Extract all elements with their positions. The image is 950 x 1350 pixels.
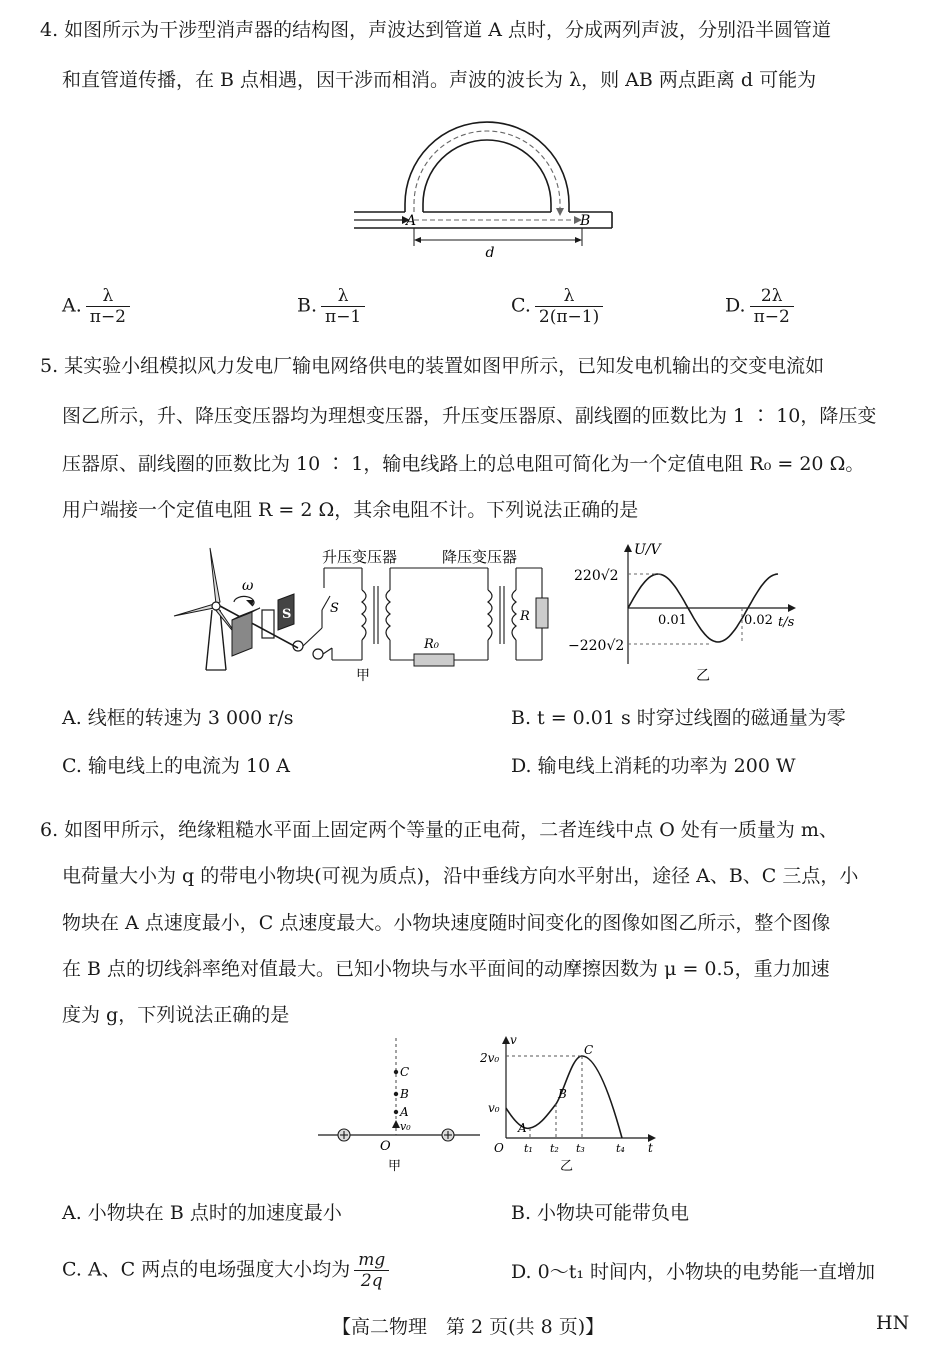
q6-stem-line-1: 6. 如图甲所示，绝缘粗糙水平面上固定两个等量的正电荷，二者连线中点 O 处有一质量为 m、: [40, 819, 838, 841]
q6-tick-t2: t₂: [550, 1142, 559, 1155]
q6-tick-t4: t₄: [616, 1142, 625, 1155]
q5-x-axis-label: t/s: [778, 615, 795, 630]
q5-option-d: D. 输电线上消耗的功率为 200 W: [511, 755, 796, 777]
q6-option-a: A. 小物块在 B 点时的加速度最小: [62, 1202, 342, 1224]
q5-circuit-figure: [170, 540, 560, 690]
q6-stem-line-3: 物块在 A 点速度最小，C 点速度最大。小物块速度随时间变化的图像如图乙所示，整个图像: [62, 912, 831, 934]
q4-label-a: A: [406, 213, 417, 229]
q6-point-a: A: [400, 1105, 409, 1119]
q6-v0-axis-label: v₀: [488, 1101, 500, 1115]
q4-option-b: B. $\frac{\lambda}{\pi-1}$: [297, 286, 365, 327]
page-footer: 【高二物理 第 2 页(共 8 页)】: [332, 1316, 605, 1338]
q6-2v0-label: 2v₀: [480, 1051, 500, 1065]
q5-tick-002: 0.02: [744, 613, 773, 628]
q5-option-c: C. 输电线上的电流为 10 A: [62, 755, 290, 777]
q6-option-b: B. 小物块可能带负电: [511, 1202, 690, 1224]
q4-stem-line-1: 4. 如图所示为干涉型消声器的结构图，声波达到管道 A 点时，分成两列声波，分别沿半圆管道: [40, 19, 831, 41]
q6-point-c: C: [400, 1065, 410, 1079]
q5-tick-001: 0.01: [658, 613, 687, 628]
q5-option-b: B. t = 0.01 s 时穿过线圈的磁通量为零: [511, 707, 846, 729]
q6-graph-point-c: C: [584, 1043, 594, 1057]
q5-y-axis-label: U/V: [634, 542, 661, 558]
q5-stem-line-4: 用户端接一个定值电阻 R = 2 Ω，其余电阻不计。下列说法正确的是: [62, 499, 639, 521]
q6-v-axis-label: v: [510, 1034, 517, 1047]
q5-y-max-label: 220√2: [574, 568, 619, 584]
q6-fig-yi-caption: 乙: [560, 1159, 574, 1174]
q6-origin-label: O: [380, 1139, 391, 1154]
q6-graph-origin: O: [494, 1141, 504, 1155]
q5-omega-label: ω: [242, 578, 254, 594]
q4-option-c: C. $\frac{\lambda}{2(\pi-1)}$: [511, 286, 603, 327]
q5-step-down-label: 降压变压器: [442, 548, 518, 566]
q5-stem-line-3: 压器原、副线圈的匝数比为 10 ∶ 1，输电线路上的总电阻可简化为一个定值电阻 R₀ = 20 Ω。: [62, 453, 865, 475]
q5-magnet-s-label: S: [282, 607, 292, 622]
q5-fig-jia-caption: 甲: [356, 668, 370, 684]
q4-label-d: d: [485, 245, 495, 261]
q6-velocity-graph: [476, 1034, 666, 1184]
q6-stem-line-4: 在 B 点的切线斜率绝对值最大。已知小物块与水平面间的动摩擦因数为 μ = 0.5，重力加速: [62, 958, 830, 980]
q6-tick-t1: t₁: [524, 1142, 533, 1155]
q6-graph-point-a: A: [518, 1121, 527, 1135]
q5-r0-label: R₀: [424, 637, 439, 652]
q6-t-axis-label: t: [648, 1141, 653, 1155]
q6-charges-figure: [314, 1034, 484, 1184]
q6-option-c: C. A、C 两点的电场强度大小均为 $\frac{mg}{2q}$: [62, 1250, 389, 1291]
q6-fig-jia-caption: 甲: [388, 1159, 402, 1174]
q4-stem-line-2: 和直管道传播，在 B 点相遇，因干涉而相消。声波的波长为 λ，则 AB 两点距离 d 可能为: [62, 69, 817, 91]
q4-muffler-figure: [350, 112, 620, 262]
q6-v0-label: v₀: [400, 1120, 411, 1133]
q5-voltage-graph: [566, 540, 810, 690]
q4-option-a: A. $\frac{\lambda}{\pi-2}$: [62, 286, 130, 327]
q6-point-b: B: [400, 1087, 409, 1101]
q5-switch-label: S: [330, 601, 339, 616]
q5-stem-line-1: 5. 某实验小组模拟风力发电厂输电网络供电的装置如图甲所示，已知发电机输出的交变电流如: [40, 355, 825, 377]
q6-option-d: D. 0～t₁ 时间内，小物块的电势能一直增加: [511, 1261, 876, 1283]
q5-step-up-label: 升压变压器: [322, 548, 398, 566]
q5-option-a: A. 线框的转速为 3 000 r/s: [62, 707, 294, 729]
q6-graph-point-b: B: [558, 1087, 567, 1101]
q5-r-label: R: [520, 609, 530, 624]
q5-stem-line-2: 图乙所示，升、降压变压器均为理想变压器，升压变压器原、副线圈的匝数比为 1 ∶ 10，降压变: [62, 405, 877, 427]
footer-code: HN: [876, 1312, 910, 1334]
q5-fig-yi-caption: 乙: [696, 668, 710, 684]
q4-option-d: D. $\frac{2\lambda}{\pi-2}$: [725, 286, 794, 327]
q6-stem-line-5: 度为 g，下列说法正确的是: [62, 1004, 290, 1026]
q6-tick-t3: t₃: [576, 1142, 585, 1155]
q6-stem-line-2: 电荷量大小为 q 的带电小物块(可视为质点)，沿中垂线方向水平射出，途径 A、B、C 三点，小: [62, 865, 859, 887]
q4-label-b: B: [580, 213, 591, 229]
q5-y-min-label: −220√2: [568, 638, 625, 654]
